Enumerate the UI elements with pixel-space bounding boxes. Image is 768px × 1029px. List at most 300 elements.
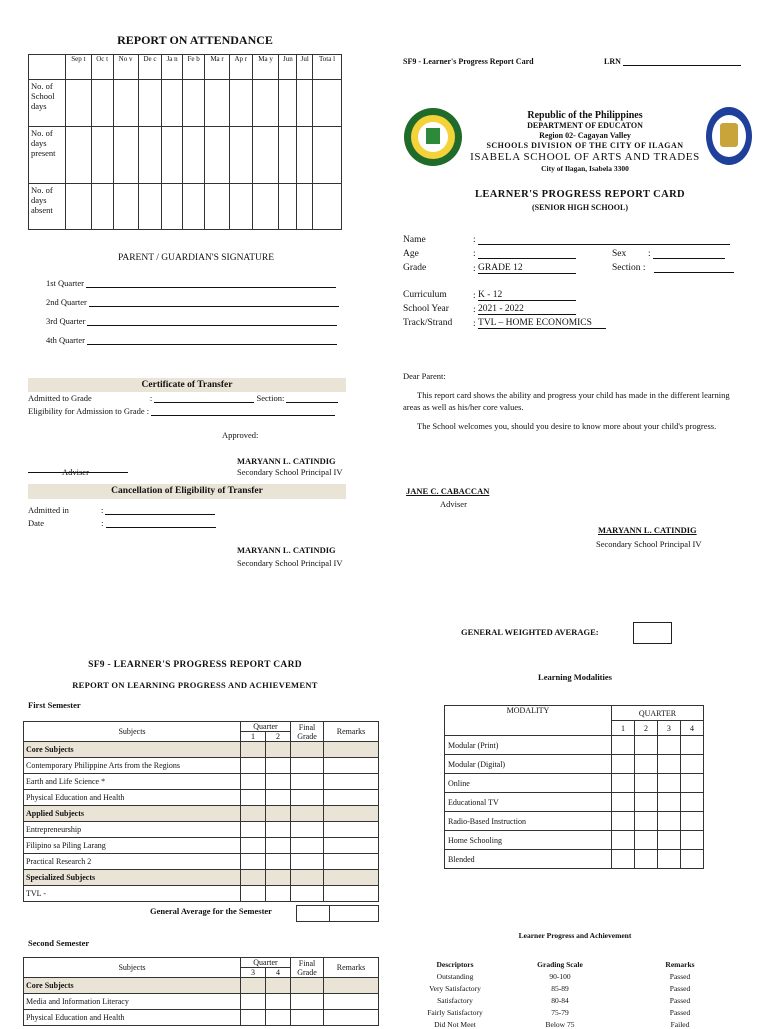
grade-cell[interactable] [291, 978, 324, 994]
grade-cell[interactable] [241, 758, 266, 774]
attendance-cell[interactable] [138, 127, 162, 184]
eligibility-row [28, 406, 335, 416]
attendance-cell[interactable] [279, 80, 297, 127]
grade-cell[interactable] [241, 838, 266, 854]
grade-cell[interactable] [324, 978, 379, 994]
date-label: Date [28, 518, 45, 528]
adviser-label: Adviser [62, 467, 89, 477]
modality-cell[interactable] [612, 831, 635, 850]
subjects-header: Subjects [24, 722, 241, 742]
quarter-signature-line[interactable] [89, 306, 339, 307]
subject-row [24, 774, 379, 790]
modality-cell[interactable] [612, 774, 635, 793]
quarter-number: 1 [241, 732, 266, 742]
deped-seal-torch [720, 123, 738, 147]
letter-principal-title: Secondary School Principal IV [596, 539, 702, 549]
attendance-cell[interactable] [91, 184, 113, 230]
modality-cell[interactable] [657, 793, 680, 812]
admitted-grade-label: Admitted to Grade [28, 393, 92, 403]
scale-cell: 90-100 [549, 972, 571, 981]
final-grade-header: Final Grade [291, 722, 324, 742]
grade-header-row [24, 958, 379, 968]
grade-cell[interactable] [266, 758, 291, 774]
attendance-cell[interactable] [113, 184, 138, 230]
subject-name: Filipino sa Piling Larang [24, 838, 241, 854]
grade-cell[interactable] [241, 790, 266, 806]
eligibility-label: Eligibility for Admission to Grade : [28, 406, 150, 416]
attendance-row-label: No. of days present [29, 127, 66, 184]
division-line: SCHOOLS DIVISION OF THE CITY OF ILAGAN [486, 141, 684, 150]
attendance-month-header: Tota l [313, 55, 342, 80]
scale-cell: Passed [669, 984, 691, 993]
attendance-month-header: Jul [297, 55, 313, 80]
certificate-section-label: Section: [256, 393, 285, 403]
modality-header-row [445, 706, 704, 721]
quarter-label: 4th Quarter [46, 335, 85, 345]
subject-row [24, 822, 379, 838]
city-line: City of Ilagan, Isabela 3300 [541, 164, 629, 173]
scale-cell: Passed [669, 972, 691, 981]
section-row [654, 263, 734, 273]
grade-cell[interactable] [324, 742, 379, 758]
attendance-month-header: Ma r [205, 55, 229, 80]
lrn-row [604, 57, 741, 66]
department-line: DEPARTMENT OF EDUCATON [527, 121, 643, 130]
grade-cell[interactable] [291, 806, 324, 822]
quarter-signature-line[interactable] [87, 325, 337, 326]
general-average-label: General Average for the Semester [150, 906, 272, 916]
region-line: Region 02- Cagayan Valley [539, 131, 631, 140]
scale-cell: 80-84 [551, 996, 569, 1005]
subject-row [24, 994, 379, 1010]
attendance-month-header: No v [113, 55, 138, 80]
card-subtitle: (SENIOR HIGH SCHOOL) [531, 203, 628, 212]
remarks-header: Remarks [324, 958, 379, 978]
subject-name: TVL - [24, 886, 241, 902]
grade-row: : GRADE 12 [473, 263, 576, 274]
age-field[interactable] [478, 258, 576, 259]
attendance-corner-cell [29, 55, 66, 80]
curriculum-label: Curriculum [403, 290, 447, 300]
attendance-row-label: No. of School days [29, 80, 66, 127]
grade-cell[interactable] [324, 790, 379, 806]
attendance-cell[interactable] [229, 184, 252, 230]
modality-row [445, 831, 704, 850]
card-title: LEARNER'S PROGRESS REPORT CARD [474, 189, 686, 200]
grade-cell[interactable] [324, 774, 379, 790]
subject-row [24, 886, 379, 902]
modality-cell[interactable] [657, 831, 680, 850]
modality-row [445, 736, 704, 755]
grade-cell[interactable] [266, 742, 291, 758]
certificate-principal-title: Secondary School Principal IV [237, 467, 343, 477]
general-average-final-cell[interactable] [297, 906, 330, 922]
scale-cell: Passed [669, 996, 691, 1005]
general-average-cells [296, 905, 379, 922]
attendance-month-header: Jun [279, 55, 297, 80]
attendance-month-header: De c [138, 55, 162, 80]
attendance-cell[interactable] [66, 184, 92, 230]
curriculum-row: : K - 12 [473, 290, 576, 301]
attendance-cell[interactable] [252, 127, 278, 184]
attendance-cell[interactable] [66, 127, 92, 184]
scale-title: Learner Progress and Achievement [518, 931, 632, 940]
grade-cell[interactable] [291, 854, 324, 870]
grade-cell[interactable] [291, 1010, 324, 1026]
scale-cell: Below 75 [545, 1020, 575, 1029]
grade-cell[interactable] [291, 774, 324, 790]
attendance-cell[interactable] [182, 184, 204, 230]
modality-cell[interactable] [680, 812, 703, 831]
subject-row [24, 790, 379, 806]
grade-cell[interactable] [266, 774, 291, 790]
modality-cell[interactable] [634, 793, 657, 812]
quarter-label: 1st Quarter [46, 278, 85, 288]
quarter-number: 3 [241, 968, 266, 978]
attendance-cell[interactable] [205, 184, 229, 230]
cancellation-principal-name: MARYANN L. CATINDIG [237, 545, 336, 555]
quarter-header: Quarter [241, 958, 291, 968]
attendance-row [29, 80, 342, 127]
scale-cell: Fairly Satisfactory [427, 1008, 483, 1017]
school-name: ISABELA SCHOOL OF ARTS AND TRADES [470, 151, 700, 163]
school-year-value: 2021 - 2022 [478, 304, 576, 315]
scale-header: Remarks [665, 960, 695, 969]
modality-quarter-number: 1 [612, 721, 635, 736]
attendance-cell[interactable] [91, 127, 113, 184]
subject-name: Earth and Life Science * [24, 774, 241, 790]
grade-value: GRADE 12 [478, 263, 576, 274]
subject-row [24, 758, 379, 774]
modality-name: Radio-Based Instruction [445, 812, 612, 831]
attendance-cell[interactable] [279, 127, 297, 184]
attendance-cell[interactable] [182, 127, 204, 184]
attendance-month-header: Ap r [229, 55, 252, 80]
second-semester-table [23, 957, 379, 1026]
school-year-label: School Year [403, 304, 449, 314]
grade-cell[interactable] [241, 806, 266, 822]
curriculum-value: K - 12 [478, 290, 576, 301]
grade-cell[interactable] [324, 886, 379, 902]
certificate-admitted-row: Admitted to Grade : Section: [28, 393, 338, 403]
modality-cell[interactable] [612, 850, 635, 869]
grade-cell[interactable] [266, 806, 291, 822]
attendance-cell[interactable] [91, 80, 113, 127]
letter-adviser-name: JANE C. CABACCAN [406, 486, 490, 496]
modality-cell[interactable] [634, 736, 657, 755]
modality-cell[interactable] [634, 850, 657, 869]
attendance-cell[interactable] [205, 80, 229, 127]
grade-cell[interactable] [266, 1010, 291, 1026]
grade-cell[interactable] [266, 854, 291, 870]
grade-cell[interactable] [241, 870, 266, 886]
grade-cell[interactable] [324, 994, 379, 1010]
attendance-cell[interactable] [162, 184, 182, 230]
grade-cell[interactable] [266, 994, 291, 1010]
modality-name: Modular (Print) [445, 736, 612, 755]
scale-cell: Passed [669, 1008, 691, 1017]
general-average-remarks-cell[interactable] [330, 906, 379, 922]
attendance-cell[interactable] [297, 184, 313, 230]
modality-cell[interactable] [634, 812, 657, 831]
grade-cell[interactable] [266, 978, 291, 994]
attendance-cell[interactable] [205, 127, 229, 184]
certificate-section-field[interactable] [286, 402, 338, 403]
admitted-grade-field[interactable] [154, 402, 254, 403]
gwa-box[interactable] [633, 622, 672, 644]
quarter-signature-row [46, 335, 339, 354]
quarter-number: 4 [266, 968, 291, 978]
scale-cell: 85-89 [551, 984, 569, 993]
grade-cell[interactable] [324, 838, 379, 854]
grade-cell[interactable] [241, 822, 266, 838]
subject-category: Core Subjects [24, 978, 241, 994]
grade-cell[interactable] [291, 742, 324, 758]
grade-cell[interactable] [241, 774, 266, 790]
attendance-cell[interactable] [113, 80, 138, 127]
modality-cell[interactable] [680, 793, 703, 812]
attendance-cell[interactable] [182, 80, 204, 127]
subject-name: Physical Education and Health [24, 790, 241, 806]
modality-row [445, 774, 704, 793]
subject-name: Contemporary Philippine Arts from the Regions [24, 758, 241, 774]
attendance-row [29, 127, 342, 184]
attendance-cell[interactable] [66, 80, 92, 127]
gwa-label: GENERAL WEIGHTED AVERAGE [461, 627, 596, 637]
grade-cell[interactable] [291, 838, 324, 854]
modality-cell[interactable] [680, 736, 703, 755]
track-label: Track/Strand [403, 318, 453, 328]
quarter-signature-line[interactable] [86, 287, 336, 288]
modality-cell[interactable] [680, 774, 703, 793]
subjects-header: Subjects [24, 958, 241, 978]
parent-signature-list [46, 278, 339, 354]
modality-quarter-header: QUARTER [612, 706, 704, 721]
modality-cell[interactable] [634, 755, 657, 774]
modality-name: Educational TV [445, 793, 612, 812]
date-row: Date : [28, 518, 216, 528]
quarter-signature-row [46, 278, 339, 297]
subject-category-row [24, 978, 379, 994]
attendance-month-header: Sep t [66, 55, 92, 80]
grade-cell[interactable] [324, 870, 379, 886]
subject-category: Applied Subjects [24, 806, 241, 822]
attendance-month-header: Ja n [162, 55, 182, 80]
modality-cell[interactable] [612, 812, 635, 831]
remarks-header: Remarks [324, 722, 379, 742]
attendance-cell[interactable] [252, 80, 278, 127]
grade-cell[interactable] [266, 838, 291, 854]
age-row: : [473, 249, 576, 259]
subject-category-row [24, 806, 379, 822]
attendance-cell[interactable] [113, 127, 138, 184]
modality-header: MODALITY [445, 706, 612, 736]
attendance-cell[interactable] [162, 80, 182, 127]
grade-cell[interactable] [291, 822, 324, 838]
grade-cell[interactable] [291, 994, 324, 1010]
grade-cell[interactable] [241, 994, 266, 1010]
cancellation-title: Cancellation of Eligibility of Transfer [28, 484, 346, 499]
modality-name: Modular (Digital) [445, 755, 612, 774]
second-semester-label: Second Semester [28, 938, 90, 948]
grade-cell[interactable] [241, 1010, 266, 1026]
grade-cell[interactable] [291, 870, 324, 886]
quarter-signature-row [46, 297, 339, 316]
section-label: Section : [612, 263, 646, 273]
form-label: SF9 - Learner's Progress Report Card [403, 57, 534, 66]
attendance-month-header: Ma y [252, 55, 278, 80]
grade-cell[interactable] [291, 790, 324, 806]
quarter-label: 2nd Quarter [46, 297, 87, 307]
subject-name: Media and Information Literacy [24, 994, 241, 1010]
subject-row [24, 1010, 379, 1026]
subject-row [24, 854, 379, 870]
attendance-cell[interactable] [229, 127, 252, 184]
attendance-month-header: Fe b [182, 55, 204, 80]
certificate-principal-name: MARYANN L. CATINDIG [237, 456, 336, 466]
modality-cell[interactable] [612, 755, 635, 774]
attendance-cell[interactable] [138, 80, 162, 127]
grade-cell[interactable] [266, 822, 291, 838]
attendance-title: REPORT ON ATTENDANCE [117, 33, 273, 47]
grade-cell[interactable] [324, 822, 379, 838]
modality-cell[interactable] [634, 774, 657, 793]
modality-cell[interactable] [612, 736, 635, 755]
school-seal-figure [426, 128, 440, 144]
admitted-in-label: Admitted in [28, 505, 69, 515]
letter-principal-name: MARYANN L. CATINDIG [598, 525, 697, 535]
modality-row [445, 850, 704, 869]
admitted-in-field[interactable] [105, 514, 215, 515]
final-grade-header: Final Grade [291, 958, 324, 978]
modality-cell[interactable] [680, 755, 703, 774]
attendance-cell[interactable] [252, 184, 278, 230]
modality-cell[interactable] [657, 736, 680, 755]
school-year-row: : 2021 - 2022 [473, 304, 576, 315]
scale-header: Grading Scale [537, 960, 583, 969]
grade-cell[interactable] [324, 806, 379, 822]
lrn-field[interactable] [623, 65, 741, 66]
scale-cell: 75-79 [551, 1008, 569, 1017]
modality-cell[interactable] [634, 831, 657, 850]
modality-name: Home Schooling [445, 831, 612, 850]
attendance-cell[interactable] [313, 80, 342, 127]
subject-name: Physical Education and Health [24, 1010, 241, 1026]
parent-signature-title: PARENT / GUARDIAN'S SIGNATURE [117, 253, 275, 263]
modality-cell[interactable] [657, 850, 680, 869]
certificate-title: Certificate of Transfer [28, 378, 346, 392]
gwa-row: GENERAL WEIGHTED AVERAGE: [461, 627, 599, 637]
attendance-row-label: No. of days absent [29, 184, 66, 230]
modality-row [445, 812, 704, 831]
modality-cell[interactable] [612, 793, 635, 812]
quarter-label: 3rd Quarter [46, 316, 86, 326]
attendance-row [29, 184, 342, 230]
grade-cell[interactable] [241, 742, 266, 758]
first-semester-table [23, 721, 379, 902]
modality-quarter-number: 4 [680, 721, 703, 736]
grade-cell[interactable] [241, 978, 266, 994]
attendance-cell[interactable] [162, 127, 182, 184]
sex-field[interactable] [653, 258, 725, 259]
section-field[interactable] [654, 272, 734, 273]
modality-cell[interactable] [657, 755, 680, 774]
attendance-month-header: Oc t [91, 55, 113, 80]
grade-header-row [24, 722, 379, 732]
attendance-cell[interactable] [313, 127, 342, 184]
grade-cell[interactable] [291, 886, 324, 902]
quarter-signature-row [46, 316, 339, 335]
attendance-cell[interactable] [229, 80, 252, 127]
grade-cell[interactable] [241, 886, 266, 902]
attendance-cell[interactable] [313, 184, 342, 230]
progress-title: SF9 - LEARNER'S PROGRESS REPORT CARD [88, 660, 302, 670]
approved-label: Approved: [222, 430, 259, 440]
attendance-cell[interactable] [279, 184, 297, 230]
grade-cell[interactable] [324, 854, 379, 870]
progress-subtitle: REPORT ON LEARNING PROGRESS AND ACHIEVEMENT [72, 680, 318, 690]
modality-name: Blended [445, 850, 612, 869]
attendance-cell[interactable] [297, 127, 313, 184]
eligibility-field[interactable] [151, 415, 335, 416]
deped-seal-logo [706, 107, 752, 165]
date-field[interactable] [106, 527, 216, 528]
quarter-signature-line[interactable] [87, 344, 337, 345]
subject-row [24, 838, 379, 854]
quarter-number: 2 [266, 732, 291, 742]
subject-category-row [24, 870, 379, 886]
name-row: : [473, 235, 730, 245]
modality-cell[interactable] [657, 812, 680, 831]
modality-quarter-number: 2 [634, 721, 657, 736]
subject-category: Specialized Subjects [24, 870, 241, 886]
letter-adviser-title: Adviser [440, 499, 467, 509]
attendance-cell[interactable] [297, 80, 313, 127]
attendance-cell[interactable] [138, 184, 162, 230]
track-value: TVL – HOME ECONOMICS [478, 318, 606, 329]
grade-cell[interactable] [266, 790, 291, 806]
lrn-label: LRN [604, 57, 621, 66]
scale-cell: Outstanding [436, 972, 474, 981]
grade-label: Grade [403, 263, 427, 273]
attendance-table [28, 54, 342, 230]
modality-cell[interactable] [680, 850, 703, 869]
scale-cell: Did Not Meet [434, 1020, 476, 1029]
scale-header: Descriptors [436, 960, 474, 969]
grade-cell[interactable] [324, 758, 379, 774]
grade-cell[interactable] [266, 886, 291, 902]
admitted-in-row: Admitted in : [28, 505, 215, 515]
grade-cell[interactable] [266, 870, 291, 886]
grade-cell[interactable] [291, 758, 324, 774]
subject-name: Entrepreneurship [24, 822, 241, 838]
republic-line: Republic of the Philippines [527, 110, 643, 121]
letter-salutation: Dear Parent: [403, 371, 446, 381]
modalities-title: Learning Modalities [538, 672, 612, 682]
modality-row [445, 755, 704, 774]
school-seal-logo [404, 108, 462, 166]
name-field[interactable] [478, 244, 730, 245]
grade-cell[interactable] [324, 1010, 379, 1026]
subject-name: Practical Research 2 [24, 854, 241, 870]
modality-cell[interactable] [680, 831, 703, 850]
scale-cell: Failed [670, 1020, 690, 1029]
age-label: Age [403, 249, 419, 259]
grade-cell[interactable] [241, 854, 266, 870]
subject-category-row [24, 742, 379, 758]
modality-cell[interactable] [657, 774, 680, 793]
cancellation-principal-title: Secondary School Principal IV [237, 558, 343, 568]
